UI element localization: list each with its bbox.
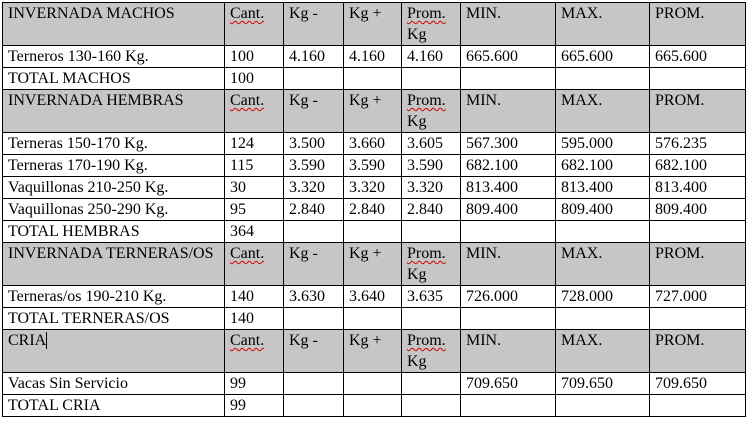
section-header-row (3, 330, 746, 373)
column-header-label: PROM. (655, 332, 705, 349)
column-header-label: Prom. Kg (407, 92, 446, 130)
empty-cell[interactable] (284, 395, 344, 417)
value-cell[interactable]: 3.630 (284, 286, 344, 308)
empty-cell[interactable] (461, 221, 556, 243)
column-header-label: MIN. (466, 245, 502, 262)
value-cell[interactable]: 726.000 (461, 286, 556, 308)
column-header-label: MAX. (561, 245, 603, 262)
empty-cell[interactable] (344, 395, 402, 417)
column-header-label: Cant. (230, 332, 265, 349)
value-cell[interactable]: 4.160 (402, 46, 461, 68)
section-header-row (3, 90, 746, 133)
column-header-cell[interactable] (650, 90, 746, 133)
section-header-row (3, 3, 746, 46)
category-cell[interactable]: Terneras 150-170 Kg. (3, 133, 225, 155)
empty-cell[interactable] (344, 68, 402, 90)
column-header-cell[interactable] (284, 90, 344, 133)
value-cell[interactable]: 728.000 (556, 286, 650, 308)
empty-cell[interactable] (284, 308, 344, 330)
column-header-cell[interactable] (344, 243, 402, 286)
column-header-cell[interactable] (556, 243, 650, 286)
value-cell[interactable]: 709.650 (650, 373, 746, 395)
empty-cell[interactable] (556, 395, 650, 417)
column-header-label: PROM. (655, 92, 705, 109)
value-cell[interactable]: 3.590 (344, 155, 402, 177)
section-title-text: INVERNADA HEMBRAS (8, 92, 184, 109)
empty-cell[interactable] (461, 395, 556, 417)
value-cell[interactable]: 3.320 (402, 177, 461, 199)
column-header-cell[interactable] (402, 243, 461, 286)
column-header-label: Prom. Kg (407, 332, 446, 370)
category-cell[interactable]: Terneras/os 190-210 Kg. (3, 286, 225, 308)
section-title[interactable] (3, 243, 225, 286)
column-header-cell[interactable] (650, 330, 746, 373)
value-cell[interactable]: 3.320 (344, 177, 402, 199)
value-cell[interactable] (402, 373, 461, 395)
value-cell[interactable]: 99 (225, 373, 284, 395)
value-cell[interactable]: 4.160 (284, 46, 344, 68)
column-header-label: MAX. (561, 92, 603, 109)
value-cell[interactable]: 809.400 (461, 199, 556, 221)
value-cell[interactable]: 3.590 (402, 155, 461, 177)
total-value-cell[interactable]: 140 (225, 308, 284, 330)
column-header-label: Kg + (349, 245, 382, 262)
column-header-label: Kg - (289, 245, 318, 262)
column-header-label: Kg + (349, 5, 382, 22)
empty-cell[interactable] (344, 221, 402, 243)
table-row (3, 46, 746, 68)
empty-cell[interactable] (650, 395, 746, 417)
column-header-label: Kg - (289, 92, 318, 109)
column-header-label: Prom. Kg (407, 245, 446, 283)
value-cell[interactable]: 30 (225, 177, 284, 199)
section-title-text: CRIA (8, 332, 47, 349)
column-header-label: PROM. (655, 245, 705, 262)
column-header-label: Cant. (230, 5, 265, 22)
value-cell[interactable]: 140 (225, 286, 284, 308)
column-header-label: Prom. Kg (407, 5, 446, 43)
section-header-row (3, 243, 746, 286)
value-cell[interactable]: 682.100 (461, 155, 556, 177)
column-header-cell[interactable] (344, 3, 402, 46)
column-header-cell[interactable] (284, 243, 344, 286)
value-cell[interactable]: 2.840 (344, 199, 402, 221)
column-header-label: Kg + (349, 332, 382, 349)
empty-cell[interactable] (344, 308, 402, 330)
value-cell[interactable]: 665.600 (556, 46, 650, 68)
empty-cell[interactable] (556, 308, 650, 330)
column-header-label: Kg - (289, 332, 318, 349)
value-cell[interactable]: 2.840 (284, 199, 344, 221)
section-title[interactable] (3, 3, 225, 46)
value-cell[interactable]: 682.100 (650, 155, 746, 177)
column-header-cell[interactable] (461, 330, 556, 373)
column-header-cell[interactable] (461, 243, 556, 286)
column-header-cell[interactable] (344, 90, 402, 133)
column-header-cell[interactable] (225, 90, 284, 133)
empty-cell[interactable] (402, 395, 461, 417)
value-cell[interactable]: 809.400 (650, 199, 746, 221)
table-row (3, 199, 746, 221)
value-cell[interactable]: 809.400 (556, 199, 650, 221)
value-cell[interactable]: 665.600 (461, 46, 556, 68)
value-cell[interactable]: 3.640 (344, 286, 402, 308)
value-cell[interactable]: 3.590 (284, 155, 344, 177)
value-cell[interactable] (284, 373, 344, 395)
total-row (3, 395, 746, 417)
table-row (3, 155, 746, 177)
value-cell[interactable]: 3.660 (344, 133, 402, 155)
value-cell[interactable]: 665.600 (650, 46, 746, 68)
column-header-label: Kg + (349, 92, 382, 109)
value-cell[interactable]: 709.650 (556, 373, 650, 395)
section-title[interactable] (3, 330, 225, 373)
value-cell[interactable]: 2.840 (402, 199, 461, 221)
value-cell[interactable]: 727.000 (650, 286, 746, 308)
value-cell[interactable]: 3.605 (402, 133, 461, 155)
total-value-cell[interactable]: 100 (225, 68, 284, 90)
column-header-label: MAX. (561, 332, 603, 349)
column-header-cell[interactable] (461, 90, 556, 133)
category-cell[interactable]: Terneras 170-190 Kg. (3, 155, 225, 177)
category-cell[interactable]: Vacas Sin Servicio (3, 373, 225, 395)
category-cell[interactable]: Vaquillonas 210-250 Kg. (3, 177, 225, 199)
column-header-label: MIN. (466, 92, 502, 109)
value-cell[interactable]: 124 (225, 133, 284, 155)
empty-cell[interactable] (556, 221, 650, 243)
category-cell[interactable]: Terneros 130-160 Kg. (3, 46, 225, 68)
value-cell[interactable]: 567.300 (461, 133, 556, 155)
empty-cell[interactable] (650, 308, 746, 330)
value-cell[interactable]: 813.400 (461, 177, 556, 199)
empty-cell[interactable] (284, 221, 344, 243)
column-header-cell[interactable] (556, 90, 650, 133)
value-cell[interactable] (344, 373, 402, 395)
value-cell[interactable]: 4.160 (344, 46, 402, 68)
value-cell[interactable]: 595.000 (556, 133, 650, 155)
value-cell[interactable]: 813.400 (556, 177, 650, 199)
total-value-cell[interactable]: 99 (225, 395, 284, 417)
column-header-cell[interactable] (225, 3, 284, 46)
empty-cell[interactable] (402, 308, 461, 330)
empty-cell[interactable] (461, 68, 556, 90)
empty-cell[interactable] (402, 221, 461, 243)
value-cell[interactable]: 100 (225, 46, 284, 68)
total-row (3, 221, 746, 243)
column-header-cell[interactable] (556, 330, 650, 373)
total-value-cell[interactable]: 364 (225, 221, 284, 243)
total-label-cell[interactable]: TOTAL HEMBRAS (3, 221, 225, 243)
value-cell[interactable]: 813.400 (650, 177, 746, 199)
value-cell[interactable]: 576.235 (650, 133, 746, 155)
column-header-label: Cant. (230, 245, 265, 262)
empty-cell[interactable] (650, 68, 746, 90)
column-header-cell[interactable] (650, 3, 746, 46)
total-row (3, 308, 746, 330)
column-header-cell[interactable] (284, 3, 344, 46)
empty-cell[interactable] (461, 308, 556, 330)
value-cell[interactable]: 95 (225, 199, 284, 221)
total-row (3, 68, 746, 90)
column-header-cell[interactable] (344, 330, 402, 373)
column-header-cell[interactable] (402, 90, 461, 133)
total-label-cell[interactable]: TOTAL MACHOS (3, 68, 225, 90)
column-header-label: Cant. (230, 92, 265, 109)
table-row (3, 133, 746, 155)
column-header-cell[interactable] (461, 3, 556, 46)
column-header-cell[interactable] (284, 330, 344, 373)
section-title[interactable] (3, 90, 225, 133)
section-title-text: INVERNADA MACHOS (8, 5, 175, 22)
column-header-label: Kg - (289, 5, 318, 22)
total-label-cell[interactable]: TOTAL TERNERAS/OS (3, 308, 225, 330)
column-header-cell[interactable] (650, 243, 746, 286)
category-cell[interactable]: Vaquillonas 250-290 Kg. (3, 199, 225, 221)
value-cell[interactable]: 3.500 (284, 133, 344, 155)
column-header-cell[interactable] (225, 243, 284, 286)
column-header-label: MIN. (466, 5, 502, 22)
livestock-price-table (2, 2, 746, 417)
value-cell[interactable]: 115 (225, 155, 284, 177)
column-header-cell[interactable] (225, 330, 284, 373)
empty-cell[interactable] (650, 221, 746, 243)
empty-cell[interactable] (556, 68, 650, 90)
column-header-cell[interactable] (556, 3, 650, 46)
value-cell[interactable]: 709.650 (461, 373, 556, 395)
column-header-label: MAX. (561, 5, 603, 22)
value-cell[interactable]: 3.320 (284, 177, 344, 199)
column-header-label: MIN. (466, 332, 502, 349)
value-cell[interactable]: 682.100 (556, 155, 650, 177)
empty-cell[interactable] (402, 68, 461, 90)
column-header-cell[interactable] (402, 330, 461, 373)
table-row (3, 177, 746, 199)
empty-cell[interactable] (284, 68, 344, 90)
section-title-text: INVERNADA TERNERAS/OS (8, 245, 214, 262)
table-row (3, 373, 746, 395)
total-label-cell[interactable]: TOTAL CRIA (3, 395, 225, 417)
value-cell[interactable]: 3.635 (402, 286, 461, 308)
table-row (3, 286, 746, 308)
column-header-label: PROM. (655, 5, 705, 22)
column-header-cell[interactable] (402, 3, 461, 46)
